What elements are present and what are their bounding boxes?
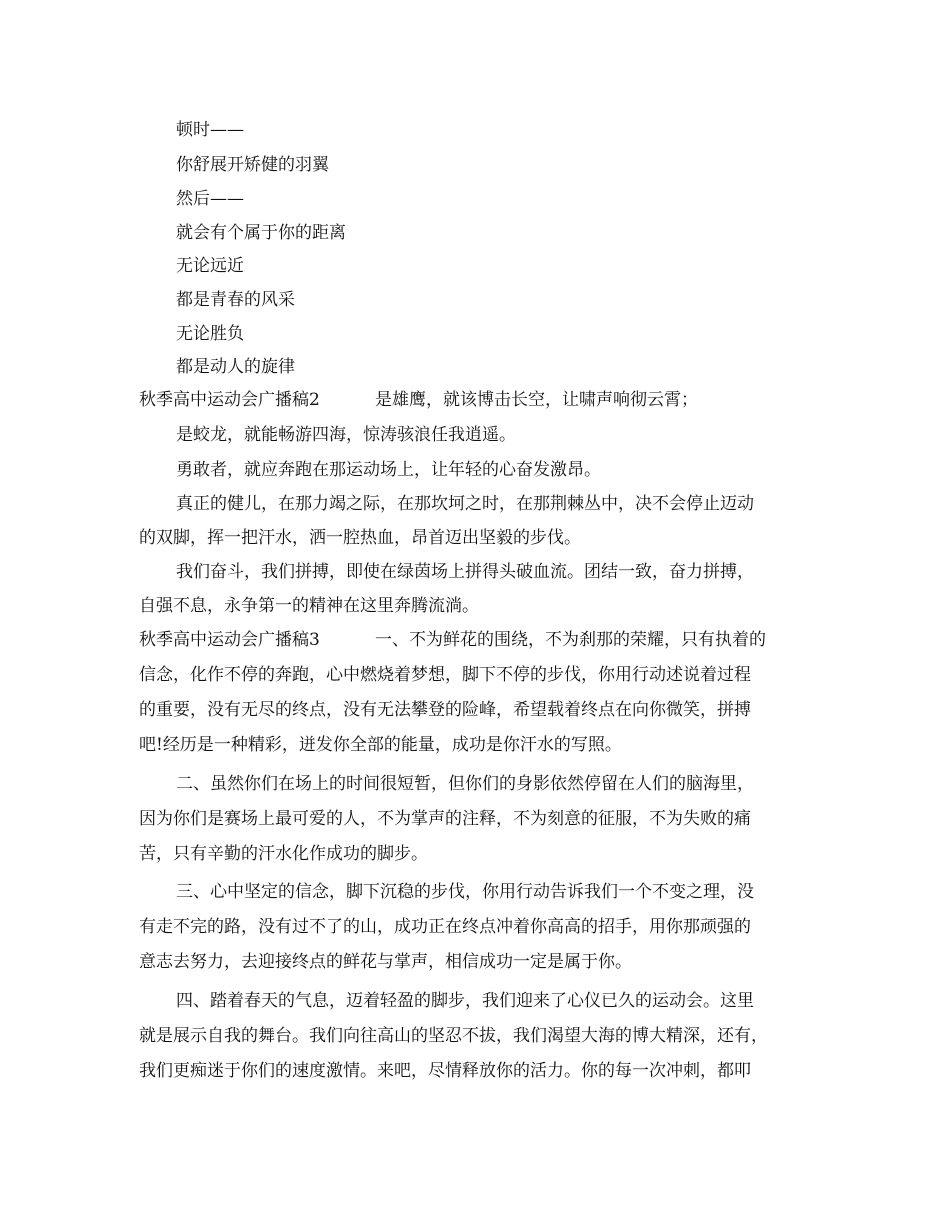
paragraph-line: 自强不息，永争第一的精神在这里奔腾流淌。 (139, 596, 479, 616)
paragraph-line: 信念，化作不停的奔跑，心中燃烧着梦想，脚下不停的步伐，你用行动述说着过程 (139, 665, 751, 685)
paragraph-line: 是蛟龙，就能畅游四海，惊涛骇浪任我逍遥。 (176, 425, 516, 445)
poem-line: 你舒展开矫健的羽翼 (176, 155, 329, 175)
paragraph-line: 有走不完的路，没有过不了的山，成功正在终点冲着你高高的招手，用你那顽强的 (139, 917, 751, 937)
paragraph-line: 二、虽然你们在场上的时间很短暂，但你们的身影依然停留在人们的脑海里， (176, 774, 754, 794)
paragraph-line: 苦，只有辛勤的汗水化作成功的脚步。 (139, 844, 428, 864)
poem-line: 都是动人的旋律 (176, 357, 295, 377)
paragraph-line: 的双脚，挥一把汗水，洒一腔热血，昂首迈出坚毅的步伐。 (139, 528, 581, 548)
paragraph-line: 意志去努力，去迎接终点的鲜花与掌声，相信成功一定是属于你。 (139, 952, 632, 972)
poem-line: 就会有个属于你的距离 (176, 223, 346, 243)
section-first-line: 是雄鹰，就该博击长空，让啸声响彻云霄； (375, 390, 698, 410)
paragraph-line: 因为你们是赛场上最可爱的人，不为掌声的注释，不为刻意的征服，不为失败的痛 (139, 809, 751, 829)
poem-line: 无论胜负 (176, 324, 244, 344)
section-heading (139, 390, 698, 410)
paragraph-line: 勇敢者，就应奔跑在那运动场上，让年轻的心奋发激昂。 (176, 460, 601, 480)
section-title: 秋季高中运动会广播稿3 (139, 630, 320, 650)
poem-line: 都是青春的风采 (176, 290, 295, 310)
poem-line: 然后—— (176, 189, 244, 209)
paragraph-line: 四、踏着春天的气息，迈着轻盈的脚步，我们迎来了心仪已久的运动会。这里 (176, 991, 754, 1011)
section-title: 秋季高中运动会广播稿2 (139, 390, 320, 410)
paragraph-line: 三、心中坚定的信念，脚下沉稳的步伐，你用行动告诉我们一个不变之理，没 (176, 882, 754, 902)
poem-line: 顿时—— (176, 120, 244, 140)
section-heading (139, 630, 766, 650)
paragraph-line: 就是展示自我的舞台。我们向往高山的坚忍不拔，我们渴望大海的博大精深，还有， (139, 1026, 768, 1046)
poem-line: 无论远近 (176, 256, 244, 276)
paragraph-line: 吧!经历是一种精彩，迸发你全部的能量，成功是你汗水的写照。 (139, 735, 622, 755)
section-first-line: 一、不为鲜花的围绕，不为刹那的荣耀，只有执着的 (375, 630, 766, 650)
paragraph-line: 的重要，没有无尽的终点，没有无法攀登的险峰，希望载着终点在向你微笑，拼搏 (139, 700, 751, 720)
paragraph-line: 我们更痴迷于你们的速度激情。来吧，尽情释放你的活力。你的每一次冲刺，都叩 (139, 1061, 751, 1081)
paragraph-line: 真正的健儿，在那力竭之际，在那坎坷之时，在那荆棘丛中，决不会停止迈动 (176, 494, 754, 514)
paragraph-line: 我们奋斗，我们拼搏，即使在绿茵场上拼得头破血流。团结一致，奋力拼搏， (176, 562, 754, 582)
